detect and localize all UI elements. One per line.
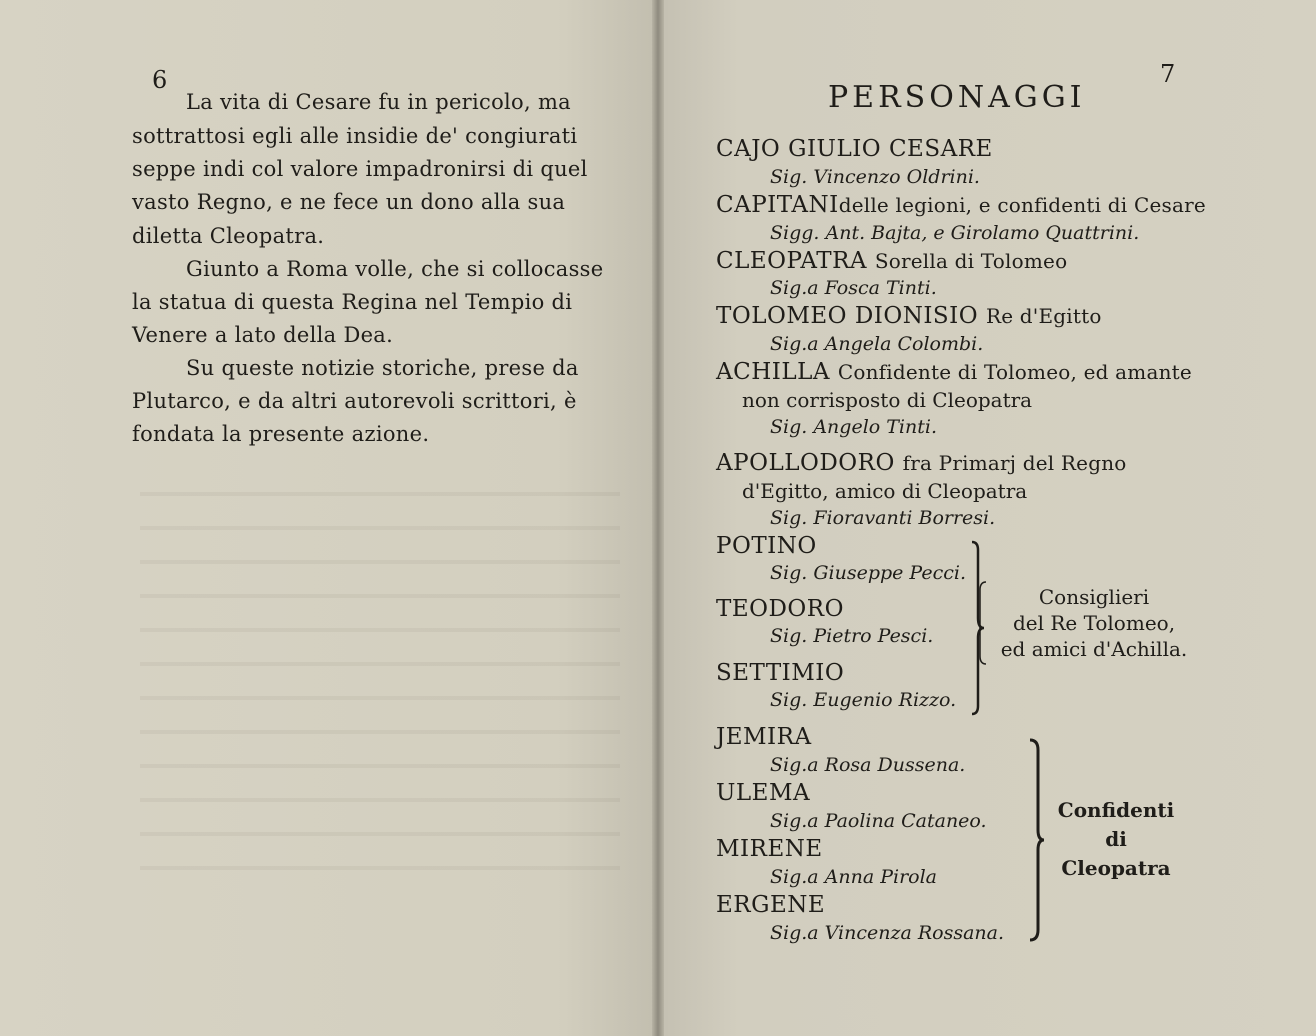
group-label xyxy=(1046,796,1186,883)
singer-name: Sig.a Rosa Dussena. xyxy=(770,754,966,776)
character-name: JEMIRA xyxy=(716,724,812,750)
text-line: diletta Cleopatra. xyxy=(132,224,325,248)
character-description-cont: d'Egitto, amico di Cleopatra xyxy=(742,479,1028,503)
character-name: POTINO xyxy=(716,533,817,559)
page-title: PERSONAGGI xyxy=(828,80,1086,115)
group-label-line: Consiglieri xyxy=(1038,585,1150,609)
character-description-cont: non corrisposto di Cleopatra xyxy=(742,388,1033,412)
character-name-text: CAPITANI xyxy=(716,192,839,218)
group-label-line: Confidenti xyxy=(1057,798,1175,822)
character-name-text: APOLLODORO xyxy=(716,450,895,476)
character-name: SETTIMIO xyxy=(716,660,845,686)
character-name: MIRENE xyxy=(716,836,823,862)
singer-name: Sigg. Ant. Bajta, e Girolamo Quattrini. xyxy=(770,222,1140,244)
text-line: La vita di Cesare fu in pericolo, ma xyxy=(186,90,571,114)
character-name xyxy=(716,248,1067,274)
text-line: Su queste notizie storiche, prese da xyxy=(186,356,579,380)
character-name xyxy=(716,136,993,162)
singer-name: Sig. Fioravanti Borresi. xyxy=(770,507,996,529)
page-number-right: 7 xyxy=(1160,60,1176,88)
character-name-text: TOLOMEO DIONISIO xyxy=(716,303,979,329)
group-label xyxy=(984,584,1204,662)
singer-name: Sig.a Anna Pirola xyxy=(770,866,938,888)
character-name xyxy=(716,303,1102,329)
text-line: Venere a lato della Dea. xyxy=(132,323,394,347)
group-brace xyxy=(1024,738,1046,944)
character-description: Sorella di Tolomeo xyxy=(874,249,1068,273)
character-name xyxy=(716,192,1206,218)
singer-name: Sig.a Vincenza Rossana. xyxy=(770,922,1005,944)
singer-name: Sig. Angelo Tinti. xyxy=(770,416,937,438)
singer-name: Sig. Pietro Pesci. xyxy=(770,625,934,647)
singer-name: Sig. Eugenio Rizzo. xyxy=(770,689,957,711)
text-line: Giunto a Roma volle, che si collocasse xyxy=(186,257,604,281)
character-name-text: CLEOPATRA xyxy=(716,248,868,274)
character-name: ULEMA xyxy=(716,780,811,806)
text-line: Plutarco, e da altri autorevoli scrittori, è xyxy=(132,389,577,413)
character-name-text: CAJO GIULIO CESARE xyxy=(716,136,993,162)
character-description: fra Primarj del Regno xyxy=(902,451,1127,475)
text-line: fondata la presente azione. xyxy=(132,422,430,446)
text-line: sottrattosi egli alle insidie de' congiurati xyxy=(132,124,578,148)
text-line: seppe indi col valore impadronirsi di quel xyxy=(132,157,588,181)
singer-name: Sig.a Fosca Tinti. xyxy=(770,277,937,299)
group-label-line: Cleopatra xyxy=(1061,856,1171,880)
character-name: TEODORO xyxy=(716,596,844,622)
group-label-line: di xyxy=(1105,827,1127,851)
book-gutter xyxy=(652,0,664,1036)
singer-name: Sig. Giuseppe Pecci. xyxy=(770,562,967,584)
group-brace-right xyxy=(976,580,990,666)
singer-name: Sig.a Angela Colombi. xyxy=(770,333,984,355)
character-name xyxy=(716,450,1127,476)
text-line: la statua di questa Regina nel Tempio di xyxy=(132,290,573,314)
singer-name: Sig.a Paolina Cataneo. xyxy=(770,810,987,832)
character-description: Re d'Egitto xyxy=(985,304,1102,328)
page-number-left: 6 xyxy=(152,66,168,94)
character-name: ERGENE xyxy=(716,892,826,918)
group-label-line: del Re Tolomeo, xyxy=(1012,611,1176,635)
character-description: Confidente di Tolomeo, ed amante xyxy=(837,360,1192,384)
group-label-line: ed amici d'Achilla. xyxy=(1000,637,1188,661)
character-description: delle legioni, e confidenti di Cesare xyxy=(838,193,1206,217)
text-line: vasto Regno, e ne fece un dono alla sua xyxy=(132,190,566,214)
singer-name: Sig. Vincenzo Oldrini. xyxy=(770,166,980,188)
bleed-through xyxy=(140,470,620,890)
character-name-text: ACHILLA xyxy=(716,359,831,385)
character-name xyxy=(716,359,1192,385)
